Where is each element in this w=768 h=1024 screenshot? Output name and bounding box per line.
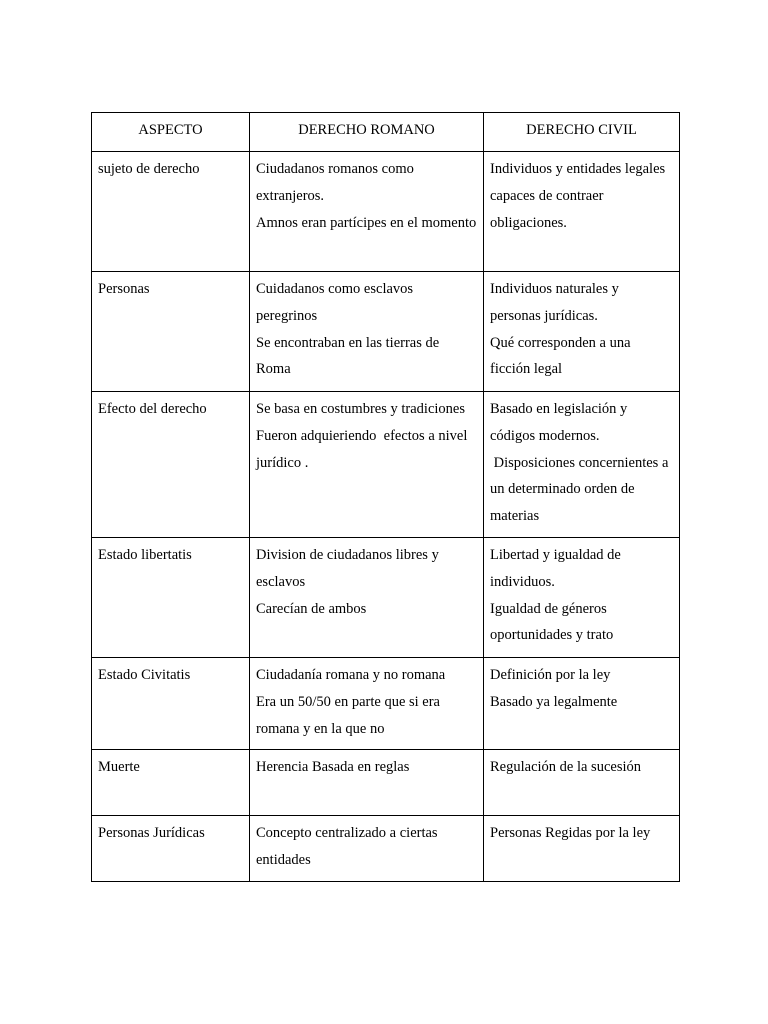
cell-line: Division de ciudadanos libres y esclavos: [256, 547, 443, 590]
table-row: [92, 392, 680, 538]
table-row: [92, 152, 680, 272]
cell-civil: [484, 392, 680, 538]
table-row: [92, 538, 680, 658]
cell-romano: [250, 152, 484, 272]
cell-line: Regulación de la sucesión: [490, 759, 641, 775]
cell-line: Ciudadanía romana y no romana: [256, 667, 446, 683]
cell-civil: [484, 750, 680, 816]
cell-line: Concepto centralizado a ciertas entidades: [256, 825, 442, 868]
cell-line: Individuos y entidades legales capaces de contraer obligaciones.: [490, 161, 669, 231]
cell-aspecto: Efecto del derecho: [92, 392, 250, 538]
cell-line: Qué corresponden a una ficción legal: [490, 334, 635, 378]
cell-line: Herencia Basada en reglas: [256, 759, 410, 775]
cell-civil: [484, 658, 680, 750]
cell-line: Individuos naturales y personas jurídicas.: [490, 281, 623, 324]
cell-line: Era un 50/50 en parte que si era romana y en la que no: [256, 693, 444, 737]
cell-civil: [484, 272, 680, 392]
cell-aspecto: Estado libertatis: [92, 538, 250, 658]
cell-line: Basado ya legalmente: [490, 693, 618, 710]
cell-romano: [250, 272, 484, 392]
table-row: [92, 750, 680, 816]
cell-aspecto: Personas: [92, 272, 250, 392]
cell-romano: [250, 816, 484, 882]
cell-civil: [484, 816, 680, 882]
cell-aspecto: sujeto de derecho: [92, 152, 250, 272]
cell-aspecto: Muerte: [92, 750, 250, 816]
cell-line: Fueron adquieriendo efectos a nivel jurídico .: [256, 427, 472, 471]
comparison-table: [91, 112, 680, 882]
cell-line: Carecían de ambos: [256, 600, 367, 617]
cell-line: Igualdad de géneros oportunidades y trato: [490, 600, 614, 644]
table-row: [92, 272, 680, 392]
cell-civil: [484, 152, 680, 272]
cell-aspecto: Estado Civitatis: [92, 658, 250, 750]
table-row: [92, 658, 680, 750]
cell-line: Amnos eran partícipes en el momento: [256, 214, 477, 231]
cell-romano: [250, 538, 484, 658]
cell-line: Ciudadanos romanos como extranjeros.: [256, 161, 418, 204]
cell-line: Cuidadanos como esclavos peregrinos: [256, 281, 417, 324]
cell-romano: [250, 392, 484, 538]
cell-line: Disposiciones concernientes a un determinado orden de materias: [490, 454, 673, 525]
table-row: [92, 816, 680, 882]
cell-civil: [484, 538, 680, 658]
header-aspecto: ASPECTO: [92, 113, 250, 152]
header-derecho-civil: DERECHO CIVIL: [484, 113, 680, 152]
table-header-row: [92, 113, 680, 152]
cell-line: Personas Regidas por la ley: [490, 825, 651, 841]
cell-aspecto: Personas Jurídicas: [92, 816, 250, 882]
cell-line: Definición por la ley: [490, 667, 611, 683]
header-derecho-romano: DERECHO ROMANO: [250, 113, 484, 152]
cell-line: Se encontraban en las tierras de Roma: [256, 334, 443, 378]
cell-line: Basado en legislación y códigos modernos.: [490, 401, 631, 444]
cell-line: Libertad y igualdad de individuos.: [490, 547, 625, 590]
cell-romano: [250, 658, 484, 750]
cell-romano: [250, 750, 484, 816]
cell-line: Se basa en costumbres y tradiciones: [256, 401, 465, 417]
